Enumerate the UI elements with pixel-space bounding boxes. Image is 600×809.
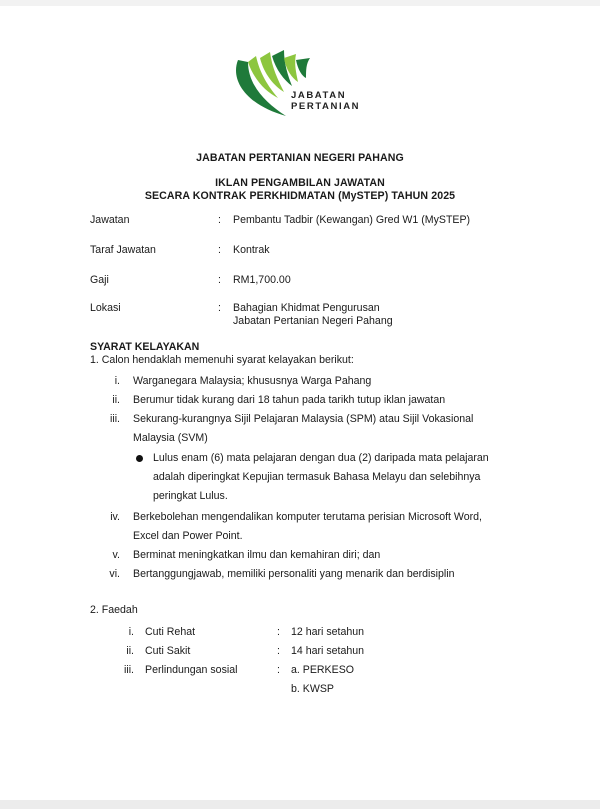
syarat-item-text: Berumur tidak kurang dari 18 tahun pada tarikh tutup iklan jawatan	[133, 394, 446, 406]
top-status-strip	[0, 0, 600, 6]
bullet-dot-icon	[136, 455, 143, 462]
faedah-item-value: a. PERKESO	[291, 664, 354, 676]
syarat-item-text: Warganegara Malaysia; khususnya Warga Pahang	[133, 375, 372, 387]
syarat-item-num: iv.	[110, 511, 120, 523]
info-label-gaji: Gaji	[90, 274, 109, 286]
faedah-colon: :	[277, 664, 280, 676]
bottom-strip	[0, 800, 600, 809]
faedah-item-label: Perlindungan sosial	[145, 664, 238, 676]
ad-title-line1: IKLAN PENGAMBILAN JAWATAN	[215, 177, 385, 189]
org-heading: JABATAN PERTANIAN NEGERI PAHANG	[196, 152, 404, 164]
info-value-jawatan: Pembantu Tadbir (Kewangan) Gred W1 (MySTEP)	[233, 214, 471, 226]
faedah-item-value-2: b. KWSP	[291, 683, 334, 695]
syarat-item-num: ii.	[112, 394, 120, 406]
syarat-item-text: Bertanggungjawab, memiliki personaliti yang menarik dan berdisiplin	[133, 568, 455, 580]
faedah-colon: :	[277, 645, 280, 657]
faedah-heading: 2. Faedah	[90, 604, 138, 616]
faedah-item-num: i.	[128, 626, 134, 638]
syarat-intro: 1. Calon hendaklah memenuhi syarat kelayakan berikut:	[90, 354, 354, 366]
bullet-text: peringkat Lulus.	[153, 490, 228, 502]
faedah-item-num: iii.	[123, 664, 134, 676]
faedah-item-value: 14 hari setahun	[291, 645, 365, 657]
bullet-text: adalah diperingkat Kepujian termasuk Bahasa Melayu dan selebihnya	[153, 471, 481, 483]
syarat-item-text: Berminat meningkatkan ilmu dan kemahiran diri; dan	[133, 549, 381, 561]
syarat-item-text: Berkebolehan mengendalikan komputer terutama perisian Microsoft Word,	[133, 511, 482, 523]
syarat-item-text: Excel dan Power Point.	[133, 530, 243, 542]
faedah-item-num: ii.	[126, 645, 134, 657]
syarat-heading: SYARAT KELAYAKAN	[90, 341, 200, 353]
info-colon: :	[218, 244, 221, 256]
syarat-item-num: iii.	[109, 413, 120, 425]
info-value-taraf: Kontrak	[233, 244, 270, 256]
syarat-item-num: i.	[114, 375, 120, 387]
info-value-lokasi-1: Bahagian Khidmat Pengurusan	[233, 302, 380, 314]
info-label-taraf: Taraf Jawatan	[90, 244, 156, 256]
ad-title-line2: SECARA KONTRAK PERKHIDMATAN (MySTEP) TAHUN 2025	[144, 190, 456, 202]
info-label-lokasi: Lokasi	[90, 302, 121, 314]
faedah-item-value: 12 hari setahun	[291, 626, 365, 638]
logo-leaf-5	[296, 58, 310, 78]
info-colon: :	[218, 302, 221, 314]
syarat-item-text: Malaysia (SVM)	[133, 432, 208, 444]
faedah-item-label: Cuti Sakit	[145, 645, 191, 657]
info-value-gaji: RM1,700.00	[233, 274, 291, 286]
info-colon: :	[218, 214, 221, 226]
syarat-item-num: v.	[112, 549, 120, 561]
logo-text-line1: JABATAN	[291, 90, 347, 101]
syarat-item-num: vi.	[109, 568, 120, 580]
info-value-lokasi-2: Jabatan Pertanian Negeri Pahang	[233, 315, 393, 327]
faedah-colon: :	[277, 626, 280, 638]
syarat-item-text: Sekurang-kurangnya Sijil Pelajaran Malaysia (SPM) atau Sijil Vokasional	[133, 413, 474, 425]
info-colon: :	[218, 274, 221, 286]
info-label-jawatan: Jawatan	[90, 214, 130, 226]
bullet-text: Lulus enam (6) mata pelajaran dengan dua (2) daripada mata pelajaran	[153, 452, 489, 464]
logo-text-line2: PERTANIAN	[291, 101, 361, 112]
faedah-item-label: Cuti Rehat	[145, 626, 196, 638]
